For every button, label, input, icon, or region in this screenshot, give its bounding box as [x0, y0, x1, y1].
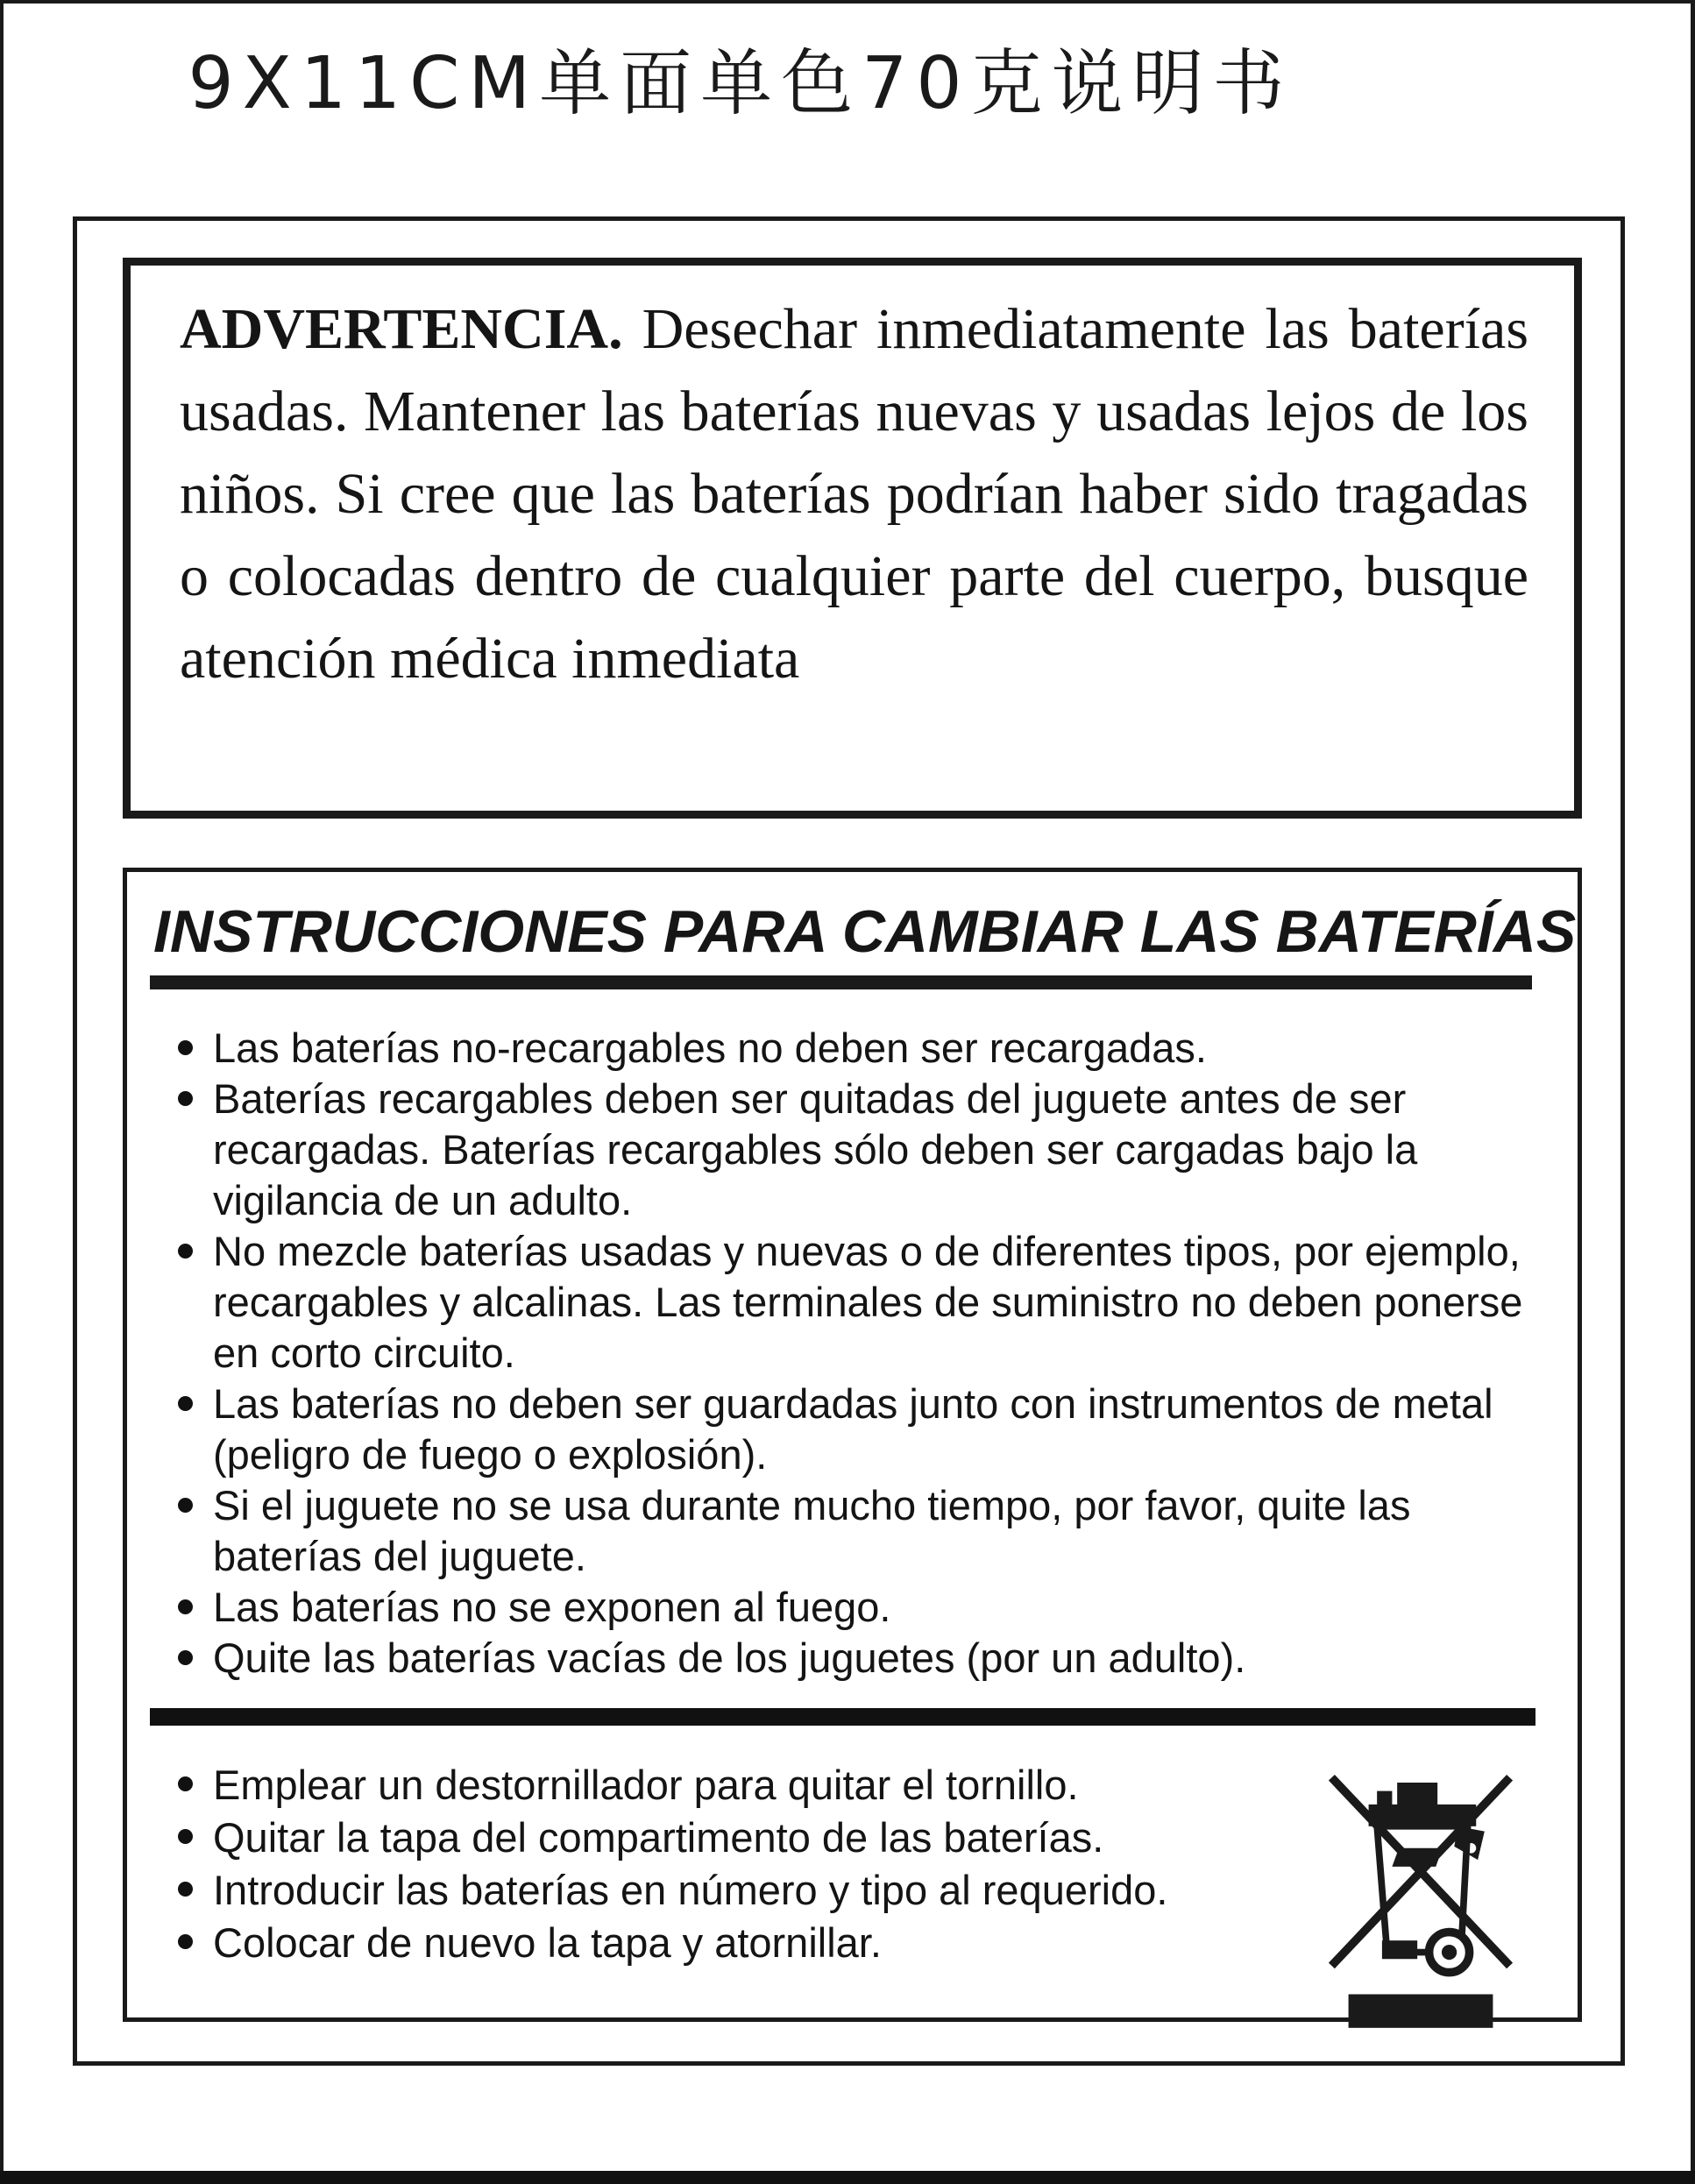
page-title: 9X11CM单面单色70克说明书: [188, 42, 1294, 125]
safety-bullet-list: [148, 1023, 1562, 1684]
bullet-item: Quitar la tapa del compartimento de las baterías.: [173, 1812, 1320, 1864]
warning-label: ADVERTENCIA.: [180, 297, 623, 361]
bullet-item: No mezcle baterías usadas y nuevas o de diferentes tipos, por ejemplo, recargables y alcalinas. Las terminales de suministro no deben ponerse en corto circuito.: [173, 1226, 1562, 1379]
steps-row: [148, 1733, 1562, 2035]
bullet-item: Si el juguete no se usa durante mucho tiempo, por favor, quite las baterías del juguete.: [173, 1480, 1562, 1582]
bullet-item: Las baterías no-recargables no deben ser recargadas.: [173, 1023, 1562, 1074]
bullet-item: Introducir las baterías en número y tipo al requerido.: [173, 1864, 1320, 1917]
label-outer-box: [73, 216, 1625, 2066]
instructions-box: [123, 868, 1582, 2022]
bullet-item: Colocar de nuevo la tapa y atornillar.: [173, 1917, 1320, 1969]
instructions-heading: INSTRUCCIONES PARA CAMBIAR LAS BATERÍAS: [153, 898, 1577, 965]
steps-bullet-list: [148, 1759, 1320, 1969]
bullet-item: Las baterías no deben ser guardadas junto con instrumentos de metal (peligro de fuego o explosión).: [173, 1379, 1562, 1480]
weee-crossed-out-wheeled-bin-icon: [1320, 1762, 1521, 2035]
page-bottom-edge: [0, 2171, 1695, 2184]
heading-underline: [150, 975, 1532, 989]
section-divider: [150, 1708, 1535, 1726]
warning-box: [123, 258, 1582, 819]
bullet-item: Las baterías no se exponen al fuego.: [173, 1582, 1562, 1633]
warning-text: Desechar inmediatamente las baterías usadas. Mantener las baterías nuevas y usadas lejos de los niños. Si cree que las baterías podrían haber sido tragadas o colocadas dentro de cualquier parte del cuerpo, busque atención médica inmediata: [180, 297, 1529, 691]
bullet-item: Baterías recargables deben ser quitadas del juguete antes de ser recargadas. Baterías recargables sólo deben ser cargadas bajo la vigilancia de un adulto.: [173, 1074, 1562, 1226]
bullet-item: Quite las baterías vacías de los juguetes (por un adulto).: [173, 1633, 1562, 1684]
bullet-item: Emplear un destornillador para quitar el tornillo.: [173, 1759, 1320, 1812]
